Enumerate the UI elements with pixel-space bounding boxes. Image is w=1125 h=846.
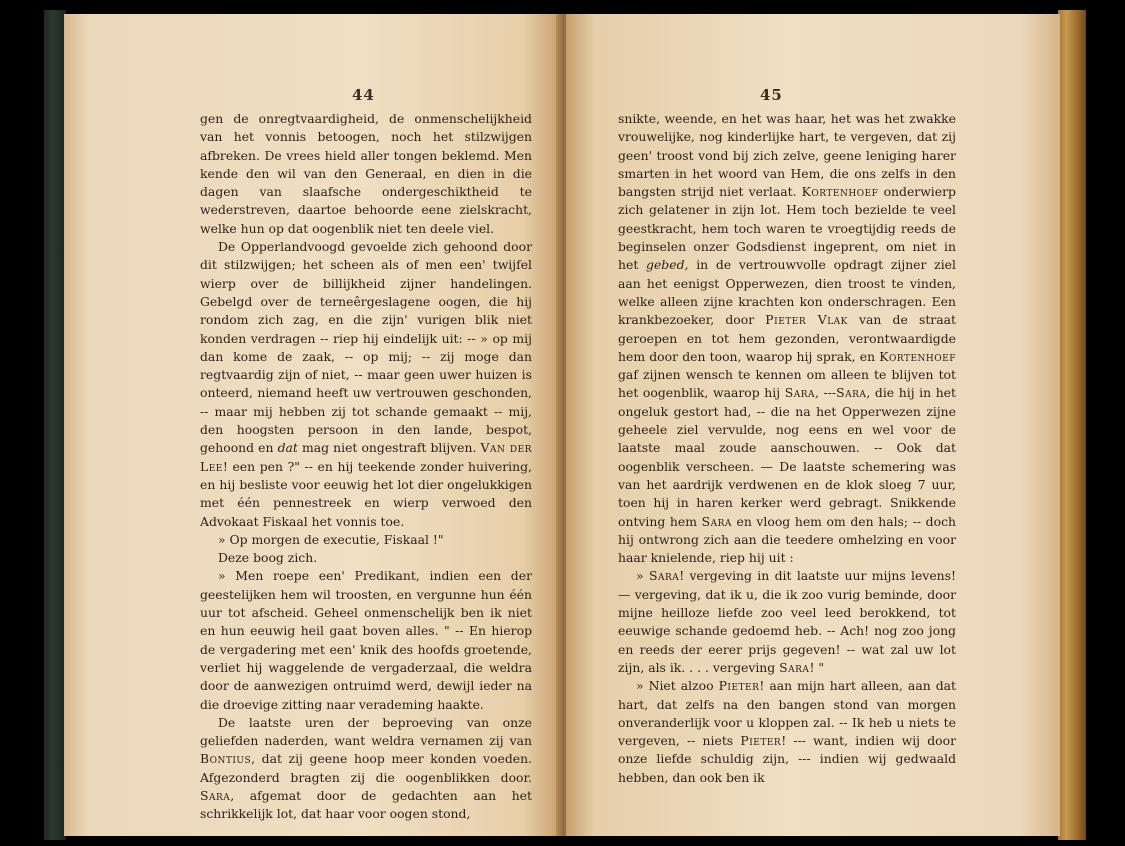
left-paragraph-4: Deze boog zich. — [218, 550, 318, 566]
right-page-number: 45 — [760, 86, 783, 104]
left-paragraph-3: » Op morgen de executie, Fiskaal !" — [218, 531, 444, 547]
left-page-number: 44 — [352, 86, 375, 104]
book-cover-left-edge — [44, 10, 66, 840]
left-paragraph-2: De Opperlandvoogd gevoelde zich gehoond door dit stilzwijgen; het scheen als of men een' twijfel wierp over de billijkheid zijner handelingen. Gebelgd over de terneêrgeslagene oogen, die hij rondom zich zag, en die zijn' vurigen blik niet konden verdragen -- riep hij eindelijk uit: -- » op mij dan kome de zaak, -- op mij; -- zij moge dan regtvaardig zijn of niet, -- maar geen uwer huizen is onteerd, niemand heeft uw vertrouwen geschonden, -- maar mij hebben zij tot schande gemaakt -- mij, den hoogsten persoon in den lande, bespot, gehoond en dat mag niet ongestraft blijven. Van der Lee! een pen ?" -- en hij teekende zonder huivering, en hij besliste voor eeuwig het lot dier ongelukkigen met één pennestreek en wierp verwoed den Advokaat Fiskaal het vonnis toe. — [200, 239, 532, 529]
left-paragraph-5: » Men roepe een' Predikant, indien een der geestelijken hem wil troosten, en vergunne hun één uur tot afscheid. Geheel onmenschelijk ben ik niet en hun eeuwig heil gaat boven alles. " -- En hierop de vergadering met een' knik des hoofds groetende, verliet hij waggelende de vergaderzaal, die weldra door de aanwezigen ontruimd werd, dewijl ieder na die droevige zitting naar verademing haakte. — [200, 568, 532, 712]
right-page-text — [618, 110, 956, 787]
right-page — [566, 14, 1060, 836]
right-paragraph-1: snikte, weende, en het was haar, het was het zwakke vrouwelijke, nog kinderlijke hart, te vergeven, dat zij geen' troost vond bij zich zelve, geene leniging harer smarten in het woord van Hem, die ons zelfs in den bangsten strijd niet verlaat. Kortenhoef onderwierp zich gelatener in zijn lot. Hem toch bezielde te veel geestkracht, hem toch waren te vroegtijdig reeds de beginselen onzer Godsdienst ingeprent, om niet in het gebed, in de vertrouwvolle opdragt zijner ziel aan het eenigst Opperwezen, dien troost te vinden, welke alleen zijne krachten kon onderschragen. Een krankbezoeker, door Pieter Vlak van de straat geroepen en tot hem gezonden, verontwaardigde hem door den toon, waarop hij sprak, en Kortenhoef gaf zijnen wensch te kennen om alleen te blijven tot het oogenblik, waarop hij Sara, ---Sara, die hij in het ongeluk gestort had, -- die na het Opperwezen zijne geheele ziel vervulde, nog eens en wel voor de laatste maal zoude aanschouwen. -- Ook dat oogenblik verscheen. — De laatste schemering was van het aardrijk verdwenen en de klok sloeg 7 uur, toen hij in haren kerker werd gebragt. Snikkende ontving hem Sara en vloog hem om den hals; -- doch hij ontwrong zich aan die teedere omhelzing en voor haar knielende, riep hij uit : — [618, 111, 956, 566]
right-paragraph-2: » Sara! vergeving in dit laatste uur mijns levens! — vergeving, dat ik u, die ik zoo vurig beminde, door mijne heilloze liefde zoo veel leed berokkend, tot eeuwige schande gedoemd heb. -- Ach! nog zoo jong en reeds der eerer prijs gegeven! -- wat zal uw lot zijn, als ik. . . . vergeving Sara! " — [618, 568, 956, 675]
left-page — [64, 14, 562, 836]
book-cover-right-edge — [1058, 10, 1086, 840]
left-page-text — [200, 110, 532, 824]
right-paragraph-3: » Niet alzoo Pieter! aan mijn hart alleen, aan dat hart, dat zelfs na den bangen stond van morgen onveranderlijk voor u kloppen zal. -- Ik heb u niets te vergeven, -- niets Pieter! --- want, indien wij door onze liefde schuldig zijn, --- indien wij gedwaald hebben, dan ook ben ik — [618, 678, 956, 785]
left-paragraph-1: gen de onregtvaardigheid, de onmenschelijkheid van het vonnis betoogen, noch het stilzwijgen afbreken. De vrees hield aller tongen beklemd. Men kende den wil van den Generaal, en dien in die dagen van slaafsche ondergeschiktheid te wederstreven, daartoe behoorde eene zielskracht, welke hun op dat oogenblik niet ten deele viel. — [200, 111, 532, 236]
left-paragraph-6: De laatste uren der beproeving van onze geliefden naderden, want weldra vernamen zij van Bontius, dat zij geene hoop meer konden voeden. Afgezonderd bragten zij die oogenblikken door. Sara, afgemat door de gedachten aan het schrikkelijk lot, dat haar voor oogen stond, — [200, 714, 532, 822]
